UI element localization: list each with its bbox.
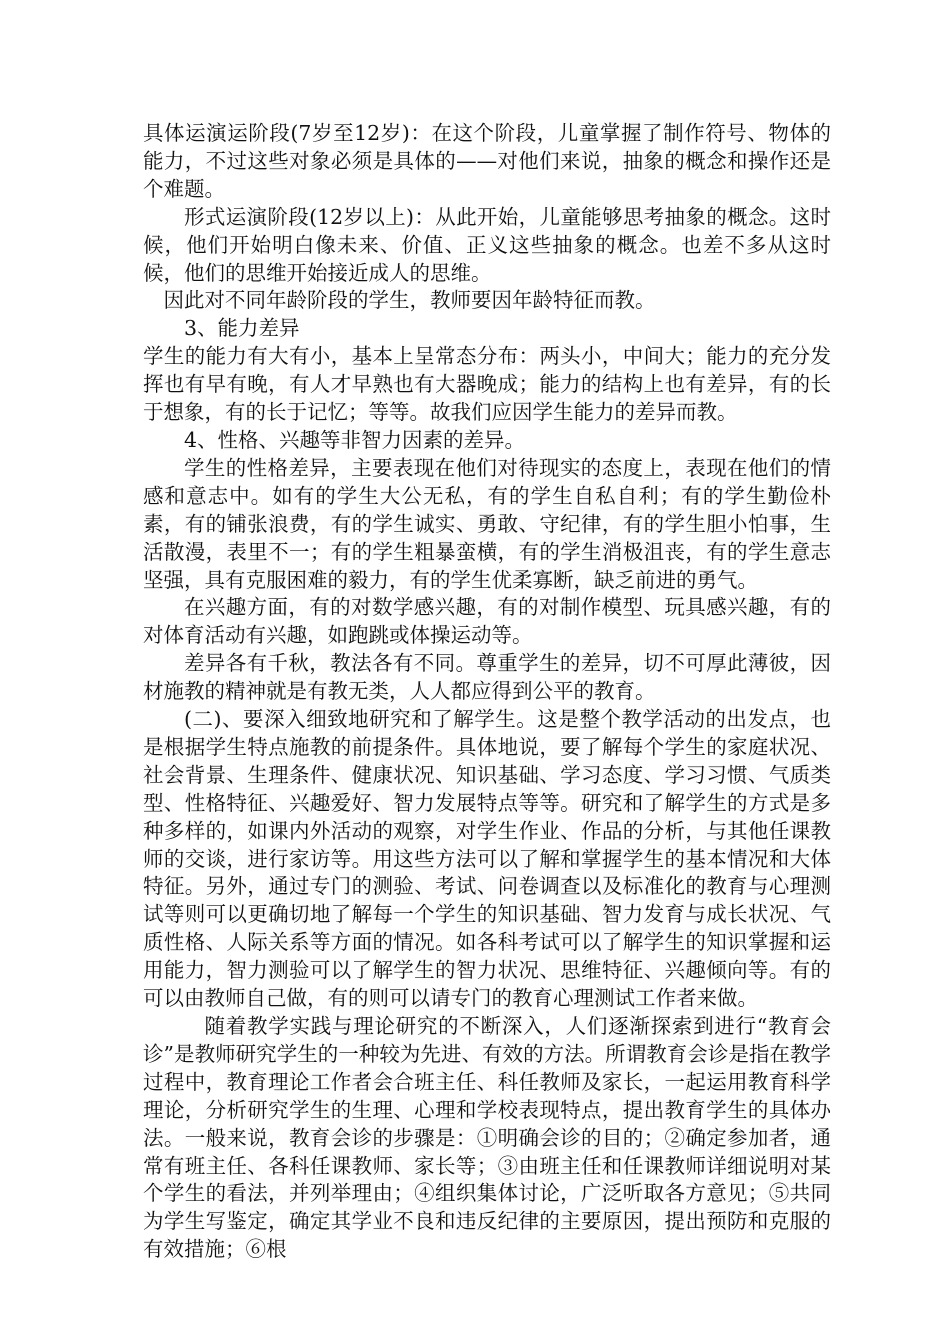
paragraph-age-conclusion: 因此对不同年龄阶段的学生，教师要因年龄特征而教。 (163, 288, 656, 313)
paragraph-formal-operational-stage: 形式运演阶段(12岁以上)：从此开始，儿童能够思考抽象的概念。这时候，他们开始明白像未来、价值、正义这些抽象的概念。也差不多从这时候，他们的思维开始接近成人的思维。 (143, 204, 831, 285)
document-page (143, 120, 831, 1264)
paragraph-respect-difference: 差异各有千秋，教法各有不同。尊重学生的差异，切不可厚此薄彼，因材施教的精神就是有教无类，人人都应得到公平的教育。 (143, 651, 831, 704)
paragraph-ability-difference: 学生的能力有大有小，基本上呈常态分布：两头小，中间大；能力的充分发挥也有早有晚，有人才早熟也有大器晚成；能力的结构上也有差异，有的长于想象，有的长于记忆；等等。故我们应因学生能力的差异而教。 (143, 344, 831, 425)
paragraph-interest-difference: 在兴趣方面，有的对数学感兴趣，有的对制作模型、玩具感兴趣，有的对体育活动有兴趣，如跑跳或体操运动等。 (143, 595, 831, 648)
heading-ability-difference: 3、能力差异 (184, 316, 300, 341)
paragraph-education-consultation: 随着教学实践与理论研究的不断深入，人们逐渐探索到进行“教育会诊”是教师研究学生的一种较为先进、有效的方法。所谓教育会诊是指在教学过程中，教育理论工作者会合班主任、科任教师及家长，一起运用教育科学理论，分析研究学生的生理、心理和学校表现特点，提出教育学生的具体办法。一般来说，教育会诊的步骤是：①明确会诊的目的；②确定参加者，通常有班主任、各科任课教师、家长等；③由班主任和任课教师详细说明对某个学生的看法，并列举理由；④组织集体讨论，广泛听取各方意见；⑤共同为学生写鉴定，确定其学业不良和违反纪律的主要原因，提出预防和克服的有效措施；⑥根 (143, 1014, 831, 1262)
heading-personality-interest: 4、性格、兴趣等非智力因素的差异。 (184, 427, 526, 452)
paragraph-concrete-operational-stage: 具体运演运阶段(7岁至12岁)：在这个阶段，儿童掌握了制作符号、物体的能力，不过这些对象必须是具体的——对他们来说，抽象的概念和操作还是个难题。 (143, 121, 831, 201)
paragraph-study-students: (二)、要深入细致地研究和了解学生。这是整个教学活动的出发点，也是根据学生特点施教的前提条件。具体地说，要了解每个学生的家庭状况、社会背景、生理条件、健康状况、知识基础、学习态度、学习习惯、气质类型、性格特征、兴趣爱好、智力发展特点等等。研究和了解学生的方式是多种多样的，如课内外活动的观察，对学生作业、作品的分析，与其他任课教师的交谈，进行家访等。用这些方法可以了解和掌握学生的基本情况和大体特征。另外，通过专门的测验、考试、问卷调查以及标准化的教育与心理测试等则可以更确切地了解每一个学生的知识基础、智力发育与成长状况、气质性格、人际关系等方面的情况。如各科考试可以了解学生的知识掌握和运用能力，智力测验可以了解学生的智力状况、思维特征、兴趣倾向等。有的可以由教师自己做，有的则可以请专门的教育心理测试工作者来做。 (143, 707, 831, 1011)
paragraph-personality-difference: 学生的性格差异，主要表现在他们对待现实的态度上，表现在他们的情感和意志中。如有的学生大公无私，有的学生自私自利；有的学生勤俭朴素，有的铺张浪费，有的学生诚实、勇敢、守纪律，有的学生胆小怕事，生活散漫，表里不一；有的学生粗暴蛮横，有的学生消极沮丧，有的学生意志坚强，具有克服困难的毅力，有的学生优柔寡断，缺乏前进的勇气。 (143, 455, 831, 592)
